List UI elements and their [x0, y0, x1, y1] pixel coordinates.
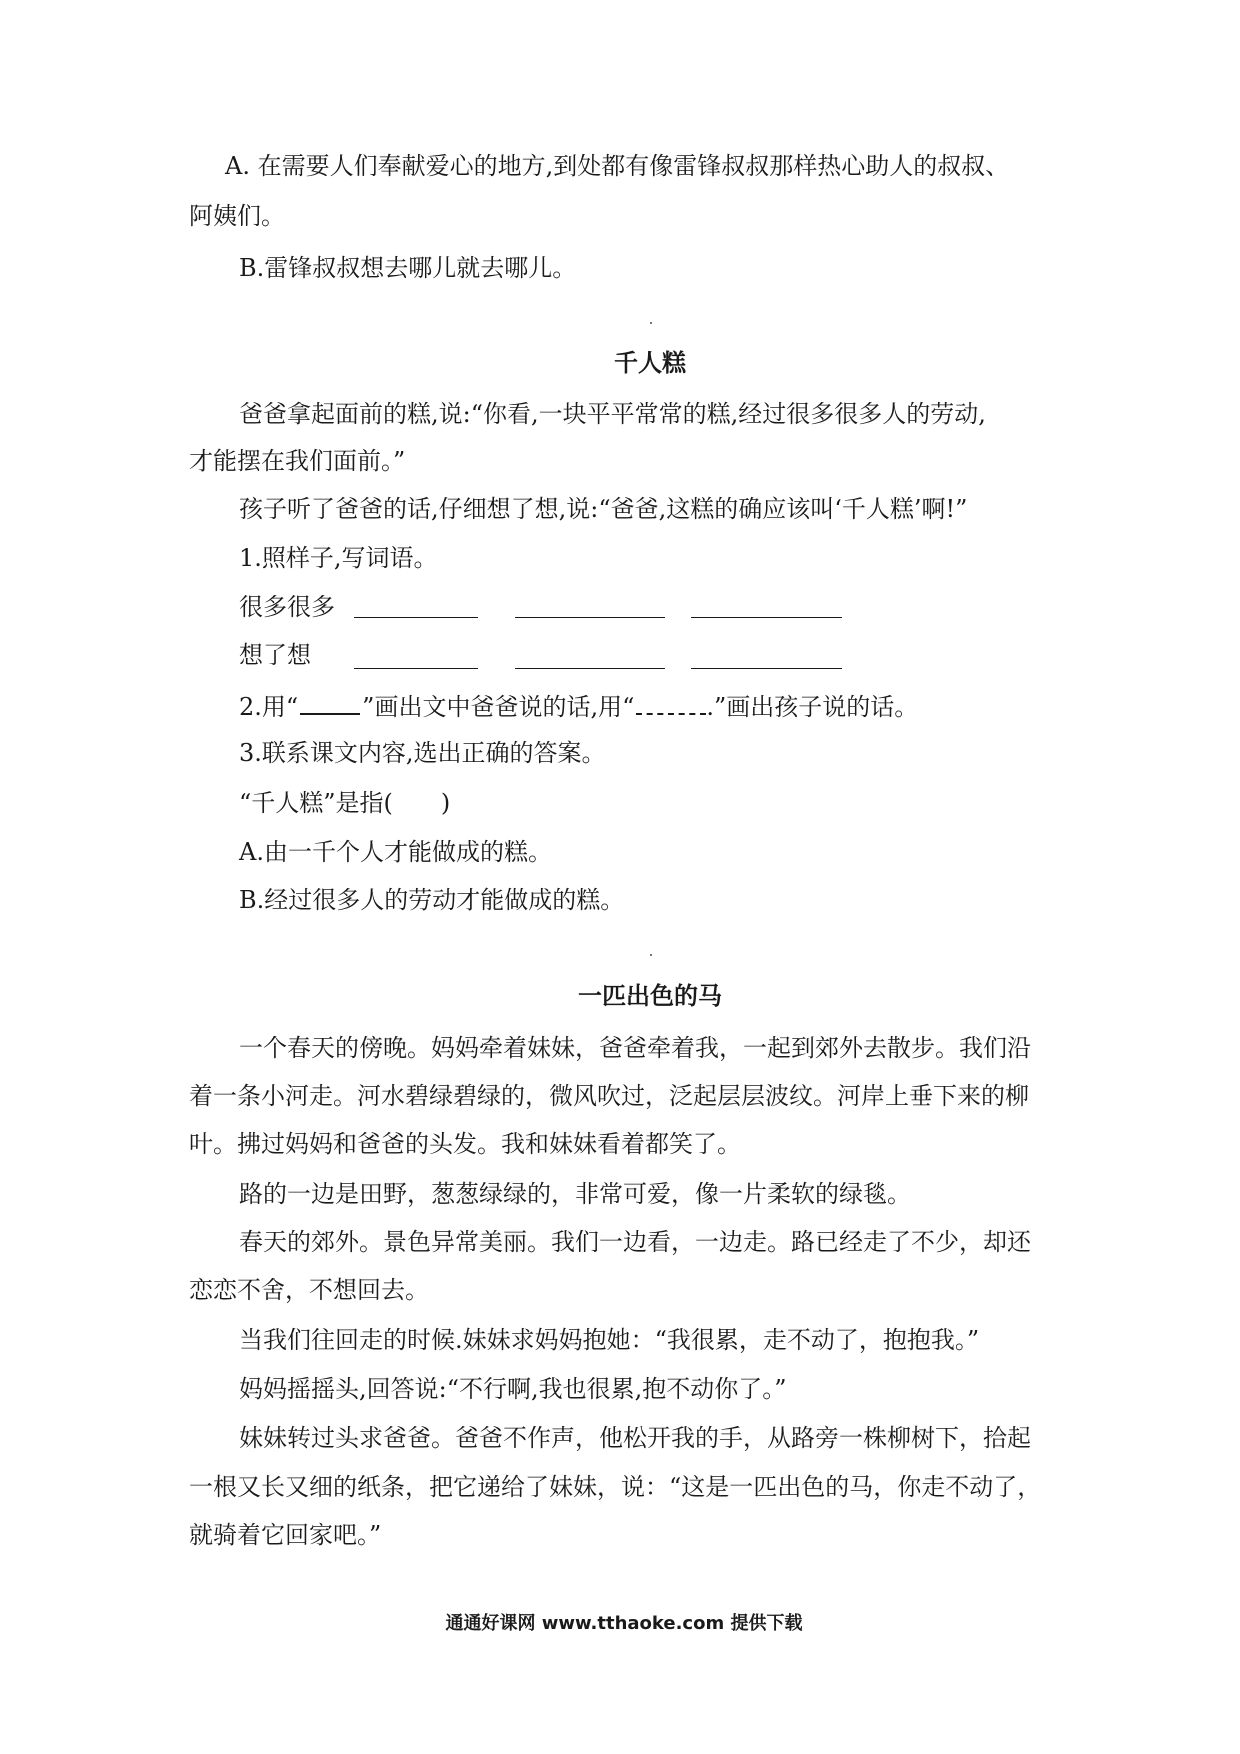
horse-text-line: 妈妈摇摇头,回答说:“不行啊,我也很累,抱不动你了。” — [239, 1375, 787, 1403]
horse-text-line: 恋恋不舍，不想回去。 — [189, 1276, 429, 1304]
horse-text-line: 着一条小河走。河水碧绿碧绿的，微风吹过，泛起层层波纹。河岸上垂下来的柳 — [189, 1082, 1029, 1110]
leifeng-option-a-line2: 阿姨们。 — [189, 202, 285, 230]
question-3-prompt: 3.联系课文内容,选出正确的答案。 — [239, 739, 606, 767]
page-footer: 通通好课网 www.tthaoke.com 提供下载 — [445, 1613, 803, 1634]
horse-text-line: 就骑着它回家吧。” — [189, 1521, 382, 1549]
dashed-underline-sample — [636, 691, 706, 715]
qianrengao-para2: 孩子听了爸爸的话,仔细想了想,说:“爸爸,这糕的确应该叫‘千人糕’啊!” — [239, 495, 968, 523]
question-2 — [239, 691, 918, 721]
horse-text-line: 一个春天的傍晚。妈妈牵着妹妹，爸爸牵着我，一起到郊外去散步。我们沿 — [239, 1034, 1031, 1062]
question-2-part3: .”画出孩子说的话。 — [706, 693, 919, 721]
answer-blank — [691, 668, 842, 669]
question-3-option-a: A.由一千个人才能做成的糕。 — [239, 838, 552, 866]
answer-blank — [515, 617, 665, 618]
horse-text-line: 春天的郊外。景色异常美丽。我们一边看，一边走。路已经走了不少，却还 — [239, 1228, 1031, 1256]
answer-blank — [515, 668, 665, 669]
question-1-prompt: 1.照样子,写词语。 — [239, 544, 438, 572]
horse-text-line: 叶。拂过妈妈和爸爸的头发。我和妹妹看着都笑了。 — [189, 1130, 741, 1158]
horse-text-line: 当我们往回走的时候.妹妹求妈妈抱她：“我很累，走不动了，抱抱我。” — [239, 1326, 980, 1354]
question-2-part1: 2.用“ — [239, 693, 299, 721]
horse-title: 一匹出色的马 — [578, 982, 722, 1010]
qianrengao-title: 千人糕 — [614, 349, 686, 377]
horse-text-line: 一根又长又细的纸条，把它递给了妹妹，说：“这是一匹出色的马，你走不动了， — [189, 1473, 1042, 1501]
answer-blank — [354, 617, 478, 618]
question-3-stem: “千人糕”是指( ) — [239, 789, 451, 817]
question-1-example1: 很多很多 — [239, 593, 335, 621]
section-divider-dot — [650, 322, 652, 324]
question-3-option-b: B.经过很多人的劳动才能做成的糕。 — [239, 886, 625, 914]
qianrengao-para1-line1: 爸爸拿起面前的糕,说:“你看,一块平平常常的糕,经过很多很多人的劳动, — [239, 400, 986, 428]
horse-text-line: 路的一边是田野，葱葱绿绿的，非常可爱，像一片柔软的绿毯。 — [239, 1180, 911, 1208]
leifeng-option-a-line1: A. 在需要人们奉献爱心的地方,到处都有像雷锋叔叔那样热心助人的叔叔、 — [225, 152, 1010, 180]
solid-underline-sample — [300, 691, 360, 715]
question-1-example2: 想了想 — [239, 641, 311, 669]
answer-blank — [691, 617, 842, 618]
horse-text-line: 妹妹转过头求爸爸。爸爸不作声，他松开我的手，从路旁一株柳树下，拾起 — [239, 1424, 1031, 1452]
question-2-part2: ”画出文中爸爸说的话,用“ — [362, 693, 635, 721]
qianrengao-para1-line2: 才能摆在我们面前。” — [189, 447, 406, 475]
answer-blank — [354, 668, 478, 669]
leifeng-option-b: B.雷锋叔叔想去哪儿就去哪儿。 — [239, 254, 577, 282]
section-divider-dot — [650, 954, 652, 956]
